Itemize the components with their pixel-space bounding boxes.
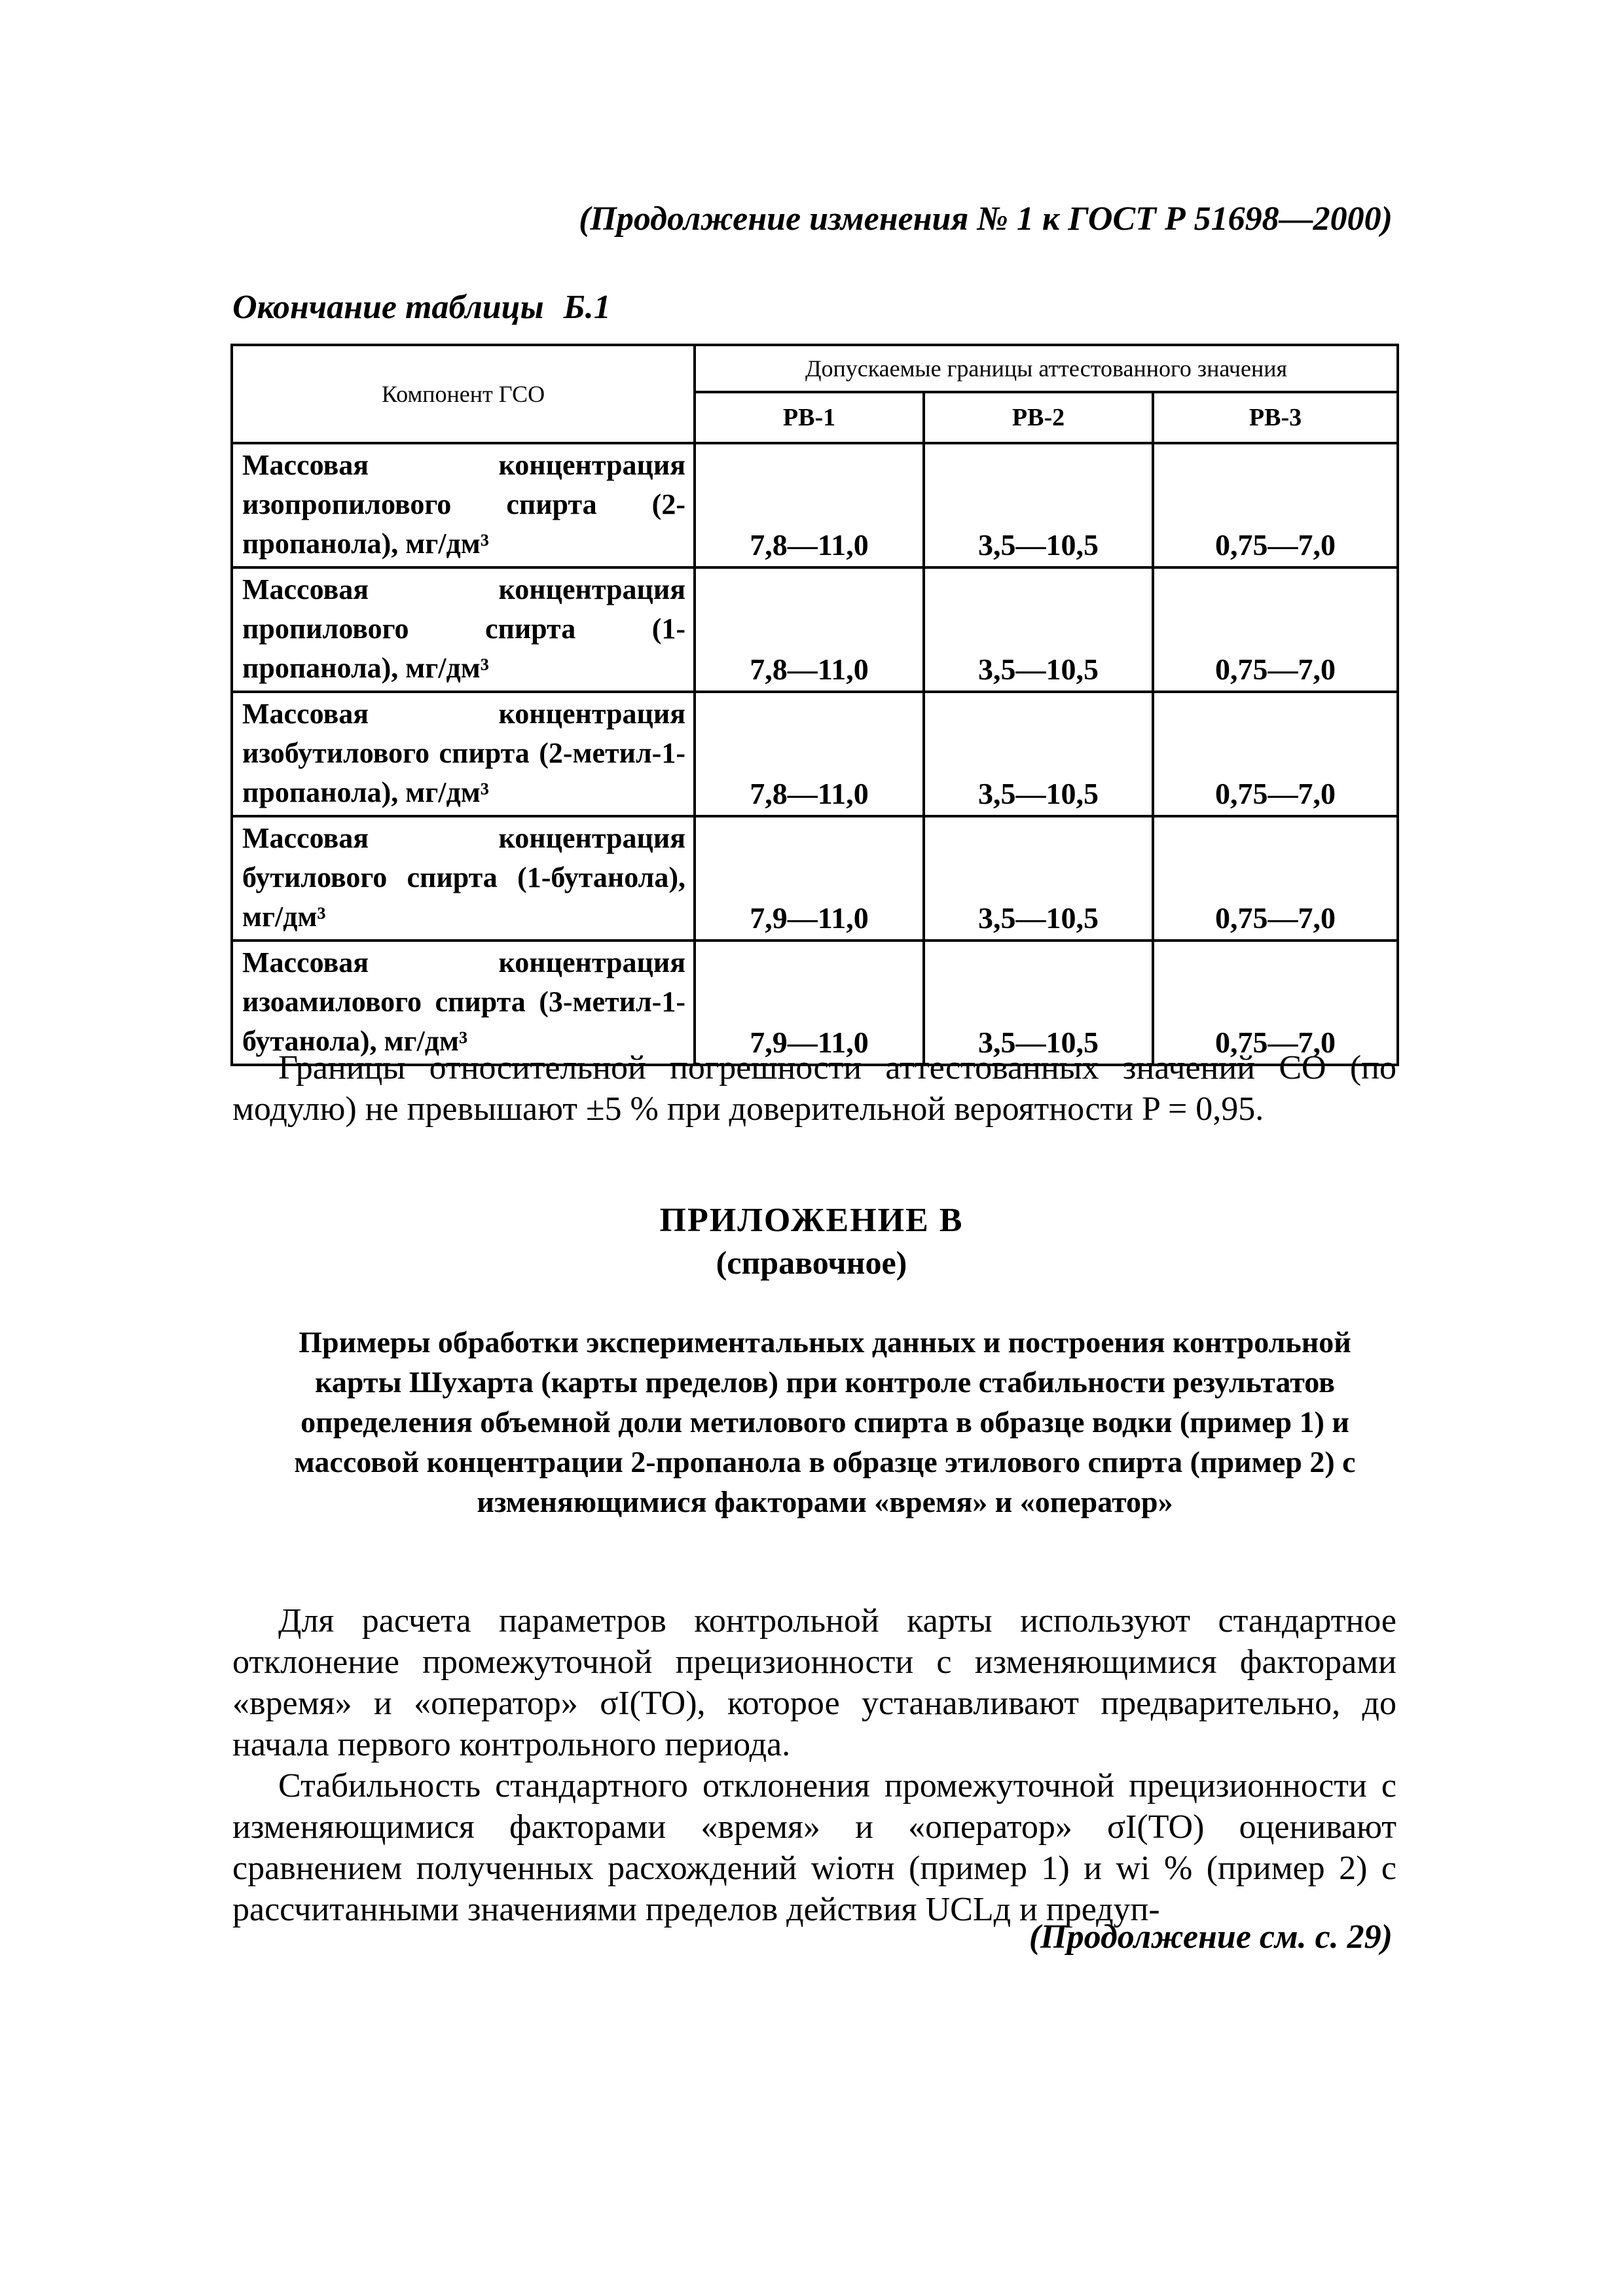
component-cell: Массовая концентрация изоамилового спирта (3-метил-1-бутанола), мг/дм³: [232, 941, 695, 1065]
attestation-table: [230, 344, 1399, 1066]
component-cell: Массовая концентрация изобутилового спирта (2-метил-1-пропанола), мг/дм³: [232, 692, 695, 816]
value-cell: 7,9—11,0: [695, 816, 924, 941]
body-text: [232, 1600, 1396, 1930]
table-caption: [232, 288, 611, 327]
paragraph: Стабильность стандартного отклонения промежуточной прецизионности с изменяющимися факторами «время» и «оператор» σI(TO) оценивают сравнением полученных расхождений wiотн (пример 1) и wi % (пример 2) с рассчитанными значениями пределов действия UCLд и предуп-: [232, 1767, 1396, 1928]
value-cell: 0,75—7,0: [1153, 692, 1398, 816]
continuation-note: (Продолжение см. с. 29): [1029, 1918, 1393, 1956]
subcol-header: РВ-1: [695, 392, 924, 443]
value-cell: 7,8—11,0: [695, 692, 924, 816]
table-row: [232, 692, 1398, 816]
value-cell: 0,75—7,0: [1153, 941, 1398, 1065]
appendix-title: ПРИЛОЖЕНИЕ В: [659, 1202, 964, 1239]
subcol-header: РВ-3: [1153, 392, 1398, 443]
value-cell: 3,5—10,5: [924, 816, 1153, 941]
value-cell: 0,75—7,0: [1153, 816, 1398, 941]
component-cell: Массовая концентрация пропилового спирта (1-пропанола), мг/дм³: [232, 567, 695, 692]
value-cell: 7,9—11,0: [695, 941, 924, 1065]
value-cell: 0,75—7,0: [1153, 443, 1398, 567]
running-header: (Продолжение изменения № 1 к ГОСТ Р 51698—2000): [579, 200, 1393, 238]
value-cell: 3,5—10,5: [924, 941, 1153, 1065]
table-caption-text: Окончание таблицы: [232, 289, 544, 326]
value-cell: 3,5—10,5: [924, 692, 1153, 816]
table-row: [232, 443, 1398, 567]
paragraph: Для расчета параметров контрольной карты используют стандартное отклонение промежуточной прецизионности с изменяющимися факторами «время» и «оператор» σI(TO), которое устанавливают предварительно, до начала первого контрольного периода.: [232, 1602, 1396, 1763]
value-cell: 3,5—10,5: [924, 443, 1153, 567]
table-row: [232, 567, 1398, 692]
appendix-heading: Примеры обработки экспериментальных данных и построения контрольной карты Шухарта (карты пределов) при контроле стабильности результатов определения объемной доли метилового спирта в образце водки (пример 1) и массовой концентрации 2-пропанола в образце этилового спирта (пример 2) с изменяющимися факторами «время» и «оператор»: [294, 1325, 1356, 1518]
col-header-group: Допускаемые границы аттестованного значения: [695, 345, 1398, 392]
value-cell: 7,8—11,0: [695, 567, 924, 692]
value-cell: 0,75—7,0: [1153, 567, 1398, 692]
value-cell: 7,8—11,0: [695, 443, 924, 567]
subcol-header: РВ-2: [924, 392, 1153, 443]
accuracy-note-text: Границы относительной погрешности аттестованных значений СО (по модулю) не превышают ±5 % при доверительной вероятности P = 0,95.: [232, 1049, 1396, 1128]
table-row: [232, 816, 1398, 941]
appendix-subtitle: (справочное): [716, 1244, 907, 1281]
component-cell: Массовая концентрация бутилового спирта (1-бутанола), мг/дм³: [232, 816, 695, 941]
component-cell: Массовая концентрация изопропилового спирта (2-пропанола), мг/дм³: [232, 443, 695, 567]
col-header-component: Компонент ГСО: [232, 345, 695, 443]
table-caption-number: Б.1: [563, 289, 611, 326]
value-cell: 3,5—10,5: [924, 567, 1153, 692]
table-row: [232, 941, 1398, 1065]
accuracy-note: [232, 1047, 1396, 1130]
